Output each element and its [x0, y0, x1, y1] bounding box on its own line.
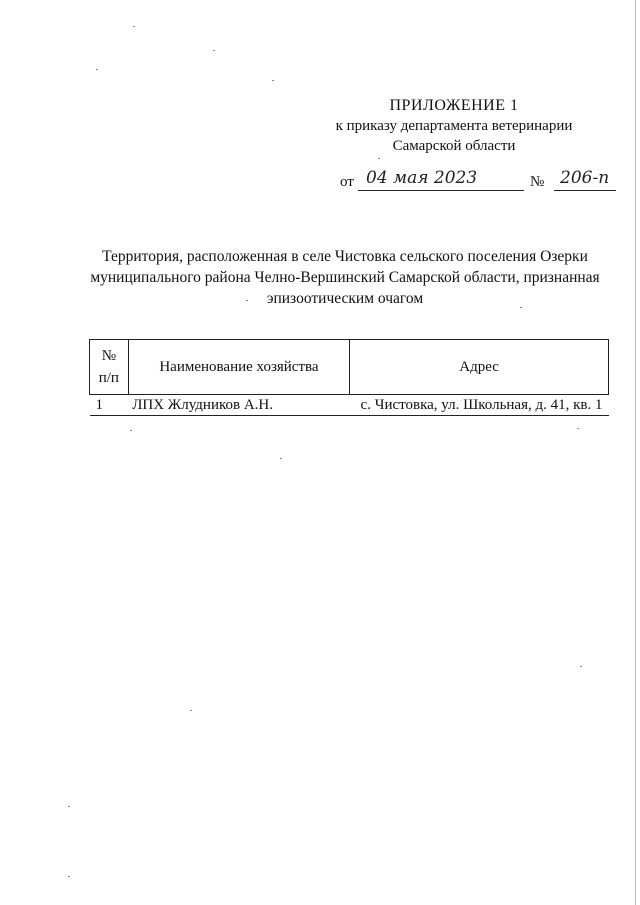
scan-speck: [133, 26, 135, 27]
scan-speck: [280, 458, 282, 459]
header-name-cell: Наименование хозяйства: [128, 340, 349, 395]
number-label: №: [530, 174, 545, 190]
scan-speck: [272, 80, 274, 81]
appendix-line-order: к приказу департамента ветеринарии: [335, 118, 573, 134]
table-header-row: [90, 340, 609, 395]
scan-speck: [213, 50, 215, 51]
heading-line-2: муниципального района Челно-Вершинский Самарской области, признанная: [90, 269, 600, 286]
header-number-symbol: №: [101, 348, 117, 364]
appendix-title: ПРИЛОЖЕНИЕ 1: [389, 97, 519, 114]
scan-speck: [580, 666, 582, 667]
scan-speck: [68, 876, 70, 877]
number-underline: [554, 190, 616, 191]
header-number-cell: [90, 340, 129, 395]
scan-edge-line: [635, 0, 636, 905]
scan-speck: [246, 300, 248, 301]
row-address: с. Чистовка, ул. Школьная, д. 41, кв. 1: [350, 395, 609, 416]
heading-line-1: Территория, расположенная в селе Чистовка сельского поселения Озерки: [102, 248, 588, 265]
from-label: от: [340, 174, 354, 190]
date-underline: [358, 190, 524, 191]
row-number: 1: [90, 395, 129, 416]
scan-speck: [68, 806, 70, 807]
households-table: [89, 339, 609, 416]
scan-speck: [378, 158, 380, 159]
heading-line-3: эпизоотическим очагом: [266, 290, 424, 307]
appendix-line-region: Самарской области: [392, 138, 516, 154]
header-address-cell: Адрес: [350, 340, 609, 395]
header-number-pp: п/п: [98, 370, 119, 386]
order-date-number-line: [340, 168, 620, 196]
scan-speck: [130, 430, 132, 431]
scan-speck: [190, 710, 192, 711]
handwritten-number: 206-п: [560, 168, 610, 188]
row-household-name: ЛПХ Жлудников А.Н.: [128, 395, 349, 416]
table-row: [90, 395, 609, 416]
scan-speck: [577, 428, 579, 429]
handwritten-date: 04 мая 2023: [366, 168, 478, 188]
document-heading: [80, 246, 610, 309]
scan-speck: [520, 307, 522, 308]
scan-speck: [96, 69, 98, 70]
appendix-block: [324, 96, 584, 156]
